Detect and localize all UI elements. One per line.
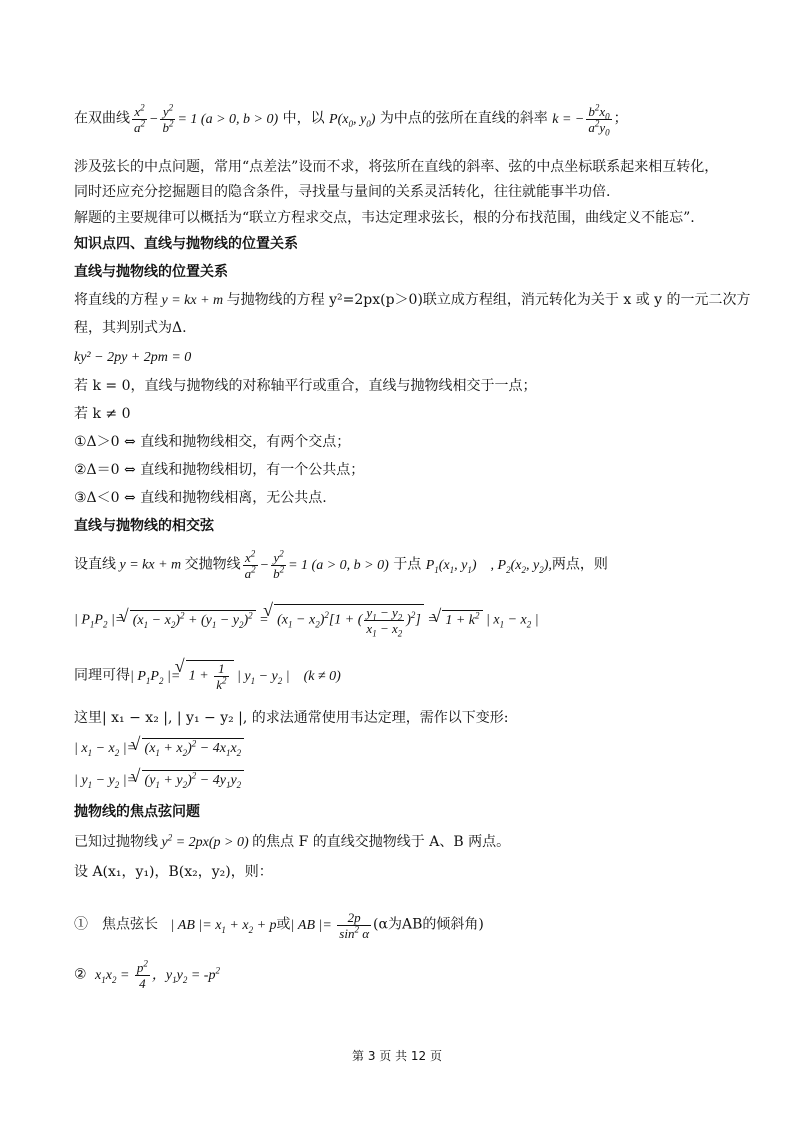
paragraph: 解题的主要规律可以概括为“联立方程求交点，韦达定理求弦长，根的分布找范围，曲线定义不能忘”.	[74, 210, 695, 226]
subsection-heading: 直线与抛物线的位置关系	[74, 264, 228, 280]
list-item: ①Δ＞0 ⇔ 直线和抛物线相交，有两个交点；	[74, 434, 351, 450]
focal-chord-item: ① 焦点弦长 | AB |= $x_1 + x_2 + p$或| AB |= $\frac{2p}{\sin^2 \alpha}$ (α为AB的倾斜角)	[74, 910, 484, 941]
page-footer: 第 3 页 共 12 页	[352, 1049, 442, 1063]
paragraph: 涉及弦长的中点问题，常用“点差法”设而不求，将弦所在直线的斜率、弦的中点坐标联系起来相互转化，	[74, 159, 719, 175]
chord-length-formula: | $P_1P_2$ |= √ $(x_1 - x_2)^2 + (y_1 - y_2)^2$ = √ $(x_1 - x_2)^2[1$ + ( $\frac{y_1 - y_2}{x_1 - x_2}$ )$^2$] = √ $1 + k^2$ | $x_1 - x_2$ |	[74, 604, 539, 636]
subsection-heading: 直线与抛物线的相交弦	[74, 518, 214, 534]
section-heading: 知识点四、直线与抛物线的位置关系	[74, 236, 298, 252]
paragraph: 已知过抛物线 $y^2 = 2px(p > 0)$ 的焦点 F 的直线交抛物线于 A、B 两点。	[74, 832, 511, 850]
subsection-heading: 抛物线的焦点弦问题	[74, 804, 200, 820]
list-item: ②Δ＝0 ⇔ 直线和抛物线相切，有一个公共点；	[74, 462, 365, 478]
hyperbola-slope-line: 在双曲线 $\frac{x^2}{a^2}$ − $\frac{y^2}{b^2}$ = 1 (a > 0, b > 0) 中，以 $P(x_0$, $y_0$) 为中点的弦所在直线的斜率 k = − $\frac{b^2x_0}{a^2y_0}$ ；	[74, 102, 628, 138]
paragraph: 程，其判别式为Δ.	[74, 320, 187, 336]
paragraph: 设直线 y = kx + m 交抛物线 $\frac{x^2}{a^2}$ − $\frac{y^2}{b^2}$ = 1 (a > 0, b > 0) 于点 $P_1(x_1$, $y_1$) , $P_2(x_2$, $y_2$),两点，则	[74, 548, 608, 581]
paragraph: 设 A(x₁，y₁)，B(x₂，y₂)，则：	[74, 864, 273, 880]
paragraph: 同时还应充分挖掘题目的隐含条件，寻找量与量间的关系灵活转化，往往就能事半功倍.	[74, 184, 611, 200]
paragraph: 这里| x₁ − x₂ |, | y₁ − y₂ |, 的求法通常使用韦达定理，需作以下变形:	[74, 710, 509, 726]
equation: ky² − 2py + 2pm = 0	[74, 350, 192, 365]
paragraph: 若 k = 0，直线与抛物线的对称轴平行或重合，直线与抛物线相交于一点；	[74, 378, 537, 394]
equation: | $y_1 - y_2$ |= √ $(y_1 + y_2)^2 - 4y_1y_2$	[74, 770, 244, 791]
list-item: ③Δ＜0 ⇔ 直线和抛物线相离，无公共点.	[74, 490, 327, 506]
focal-product-item: ② $x_1x_2$ = $\frac{p^2}{4}$ ，$y_1y_2 = -p^2$	[74, 958, 220, 991]
paragraph: 若 k ≠ 0	[74, 406, 131, 422]
paragraph: 将直线的方程 y = kx + m 与抛物线的方程 y²=2px(p＞0)联立成方程组，消元转化为关于 x 或 y 的一元二次方	[74, 292, 751, 308]
paragraph: 同理可得| $P_1P_2$ |= √ 1 + $\frac{1}{k^2}$ | $y_1 - y_2$ | (k ≠ 0)	[74, 660, 341, 692]
equation: | $x_1 - x_2$ |= √ $(x_1 + x_2)^2 - 4x_1x_2$	[74, 738, 244, 759]
